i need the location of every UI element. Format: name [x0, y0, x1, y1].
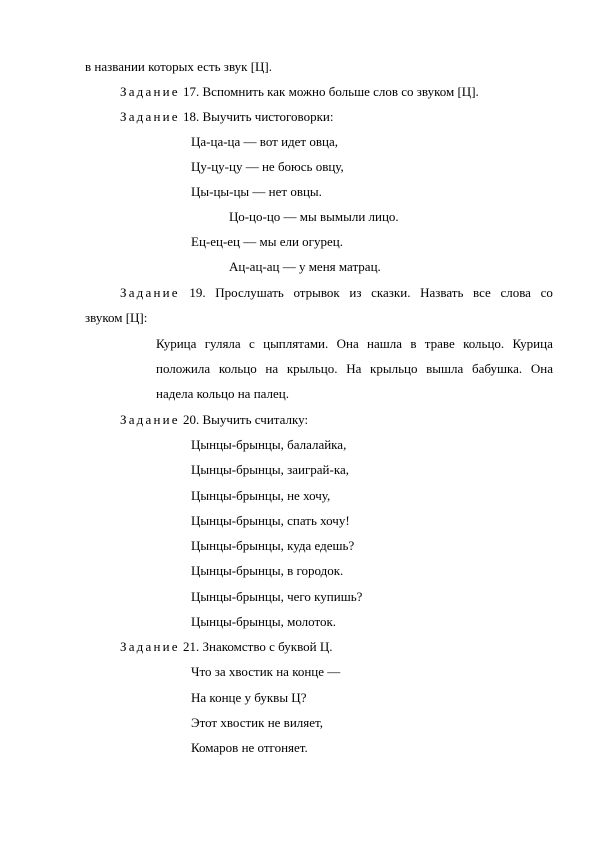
- task-label: Задание: [120, 412, 180, 427]
- word: бабушка.: [472, 361, 523, 376]
- word: гуляла: [204, 336, 241, 351]
- counting-rhyme-line: Цынцы-брынцы, заиграй-ка,: [191, 462, 349, 477]
- counting-rhyme-line: Цынцы-брынцы, в городок.: [191, 563, 344, 578]
- word: траве: [424, 336, 455, 351]
- poem-line: На конце у буквы Ц?: [191, 690, 307, 705]
- task-18: [120, 109, 334, 125]
- task-text: 21. Знакомство с буквой Ц.: [183, 639, 333, 654]
- word: отрывок: [293, 285, 340, 300]
- word: Курица: [156, 336, 197, 351]
- counting-rhyme-line: Цынцы-брынцы, чего купишь?: [191, 589, 363, 604]
- poem-line: Комаров не отгоняет.: [191, 740, 308, 755]
- task-text: 17. Вспомнить как можно больше слов со звуком [Ц].: [183, 84, 479, 99]
- task-21: [120, 639, 333, 655]
- word: Назвать: [420, 285, 464, 300]
- word: в: [410, 336, 417, 351]
- word: нашла: [367, 336, 403, 351]
- task-text: 18. Выучить чистоговорки:: [183, 109, 334, 124]
- word: положила: [156, 361, 211, 376]
- tongue-twister-line: Ца-ца-ца — вот идет овца,: [191, 134, 338, 149]
- tongue-twister-line: Ац-ац-ац — у меня матрац.: [229, 259, 381, 274]
- word: Она: [530, 361, 553, 376]
- tongue-twister-line: Цу-цу-цу — не боюсь овцу,: [191, 159, 344, 174]
- word: из: [349, 285, 362, 300]
- story-line: [156, 361, 553, 377]
- story-line: надела кольцо на палец.: [156, 386, 290, 401]
- word: Она: [336, 336, 359, 351]
- task-17: [120, 84, 479, 100]
- word: крыльцо.: [286, 361, 338, 376]
- counting-rhyme-line: Цынцы-брынцы, балалайка,: [191, 437, 347, 452]
- poem-line: Этот хвостик не виляет,: [191, 715, 323, 730]
- word: Прослушать: [215, 285, 284, 300]
- tongue-twister-line: Цы-цы-цы — нет овцы.: [191, 184, 322, 199]
- word: кольцо.: [463, 336, 505, 351]
- word: вышла: [426, 361, 464, 376]
- story-line: [156, 336, 553, 352]
- counting-rhyme-line: Цынцы-брынцы, не хочу,: [191, 488, 331, 503]
- word: цыплятами.: [263, 336, 329, 351]
- counting-rhyme-line: Цынцы-брынцы, спать хочу!: [191, 513, 350, 528]
- word: на: [265, 361, 279, 376]
- word: На: [346, 361, 362, 376]
- task-label: Задание: [120, 639, 180, 654]
- task-label: Задание: [120, 285, 180, 300]
- word: 19.: [189, 285, 206, 300]
- task-text: 20. Выучить считалку:: [183, 412, 309, 427]
- word: с: [249, 336, 255, 351]
- word: Курица: [512, 336, 553, 351]
- word: со: [540, 285, 553, 300]
- task-label: Задание: [120, 84, 180, 99]
- word: слова: [500, 285, 531, 300]
- word: сказки.: [371, 285, 411, 300]
- poem-line: Что за хвостик на конце —: [191, 664, 341, 679]
- task-label: Задание: [120, 109, 180, 124]
- tongue-twister-line: Ец-ец-ец — мы ели огурец.: [191, 234, 343, 249]
- text-line: в названии которых есть звук [Ц].: [85, 59, 273, 74]
- task-19: [120, 285, 553, 301]
- word: кольцо: [218, 361, 257, 376]
- text-line: звуком [Ц]:: [85, 310, 148, 325]
- counting-rhyme-line: Цынцы-брынцы, куда едешь?: [191, 538, 355, 553]
- task-20: [120, 412, 308, 428]
- word: все: [473, 285, 491, 300]
- word: крыльцо: [370, 361, 418, 376]
- tongue-twister-line: Цо-цо-цо — мы вымыли лицо.: [229, 209, 399, 224]
- counting-rhyme-line: Цынцы-брынцы, молоток.: [191, 614, 337, 629]
